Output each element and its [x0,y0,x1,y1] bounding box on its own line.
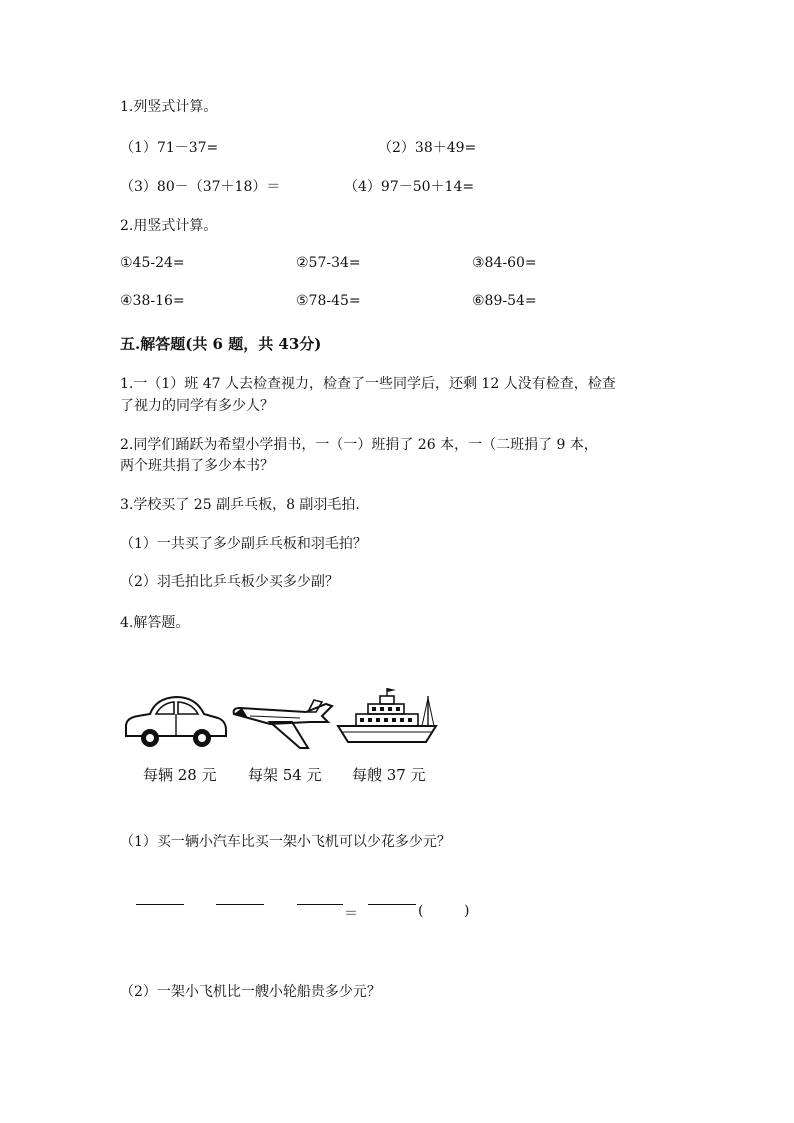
q2-title: 2.用竖式计算。 [120,218,218,234]
answer-blank-1[interactable] [136,904,184,905]
car-illustration [120,692,230,750]
car-price: 每辆 28 元 [143,766,217,784]
s5-q2-line1: 2.同学们踊跃为希望小学捐书，一（一）班捐了 26 本，一（二班捐了 9 本， [120,437,598,453]
s5-q3-sub2: （2）羽毛拍比乒乓板少买多少副？ [120,574,339,590]
q1-item-4: （4）97－50＋14= [344,179,475,195]
s5-q1-line1: 1.一（1）班 47 人去检查视力，检查了一些同学后，还剩 12 人没有检查，检查 [120,376,616,392]
q2-item-6: ⑥89-54= [472,293,537,309]
section5-title: 五.解答题(共 6 题，共 43分) [120,335,322,353]
s5-q3-sub1: （1）一共买了多少副乒乓板和羽毛拍？ [120,536,367,552]
plane-price: 每架 54 元 [248,766,322,784]
q1-title: 1.列竖式计算。 [120,99,218,115]
s5-q4-title: 4.解答题。 [120,615,190,631]
q2-item-5: ⑤78-45= [296,293,361,309]
unit-paren-open: ( [418,903,424,919]
ship-price: 每艘 37 元 [352,766,426,784]
unit-paren-close: ) [464,903,470,919]
q2-item-3: ③84-60= [472,255,537,271]
q1-item-1: （1）71－37= [120,140,219,156]
q2-item-1: ①45-24= [120,255,185,271]
s5-q4-sub2: （2）一架小飞机比一艘小轮船贵多少元？ [120,984,381,1000]
ship-illustration [334,686,440,748]
equals-sign: ＝ [344,906,358,922]
answer-blank-2[interactable] [216,904,264,905]
answer-blank-3[interactable] [297,904,343,905]
answer-blank-4[interactable] [368,904,416,905]
s5-q4-sub1: （1）买一辆小汽车比买一架小飞机可以少花多少元？ [120,834,451,850]
q2-item-4: ④38-16= [120,293,185,309]
s5-q2-line2: 两个班共捐了多少本书？ [120,458,274,474]
s5-q1-line2: 了视力的同学有多少人？ [120,398,274,414]
s5-q3-title: 3.学校买了 25 副乒乓板，8 副羽毛拍. [120,497,360,513]
q2-item-2: ②57-34= [296,255,361,271]
q1-item-2: （2）38＋49= [378,140,477,156]
q1-item-3: （3）80－（37＋18）＝ [120,179,281,195]
plane-illustration [230,698,336,754]
